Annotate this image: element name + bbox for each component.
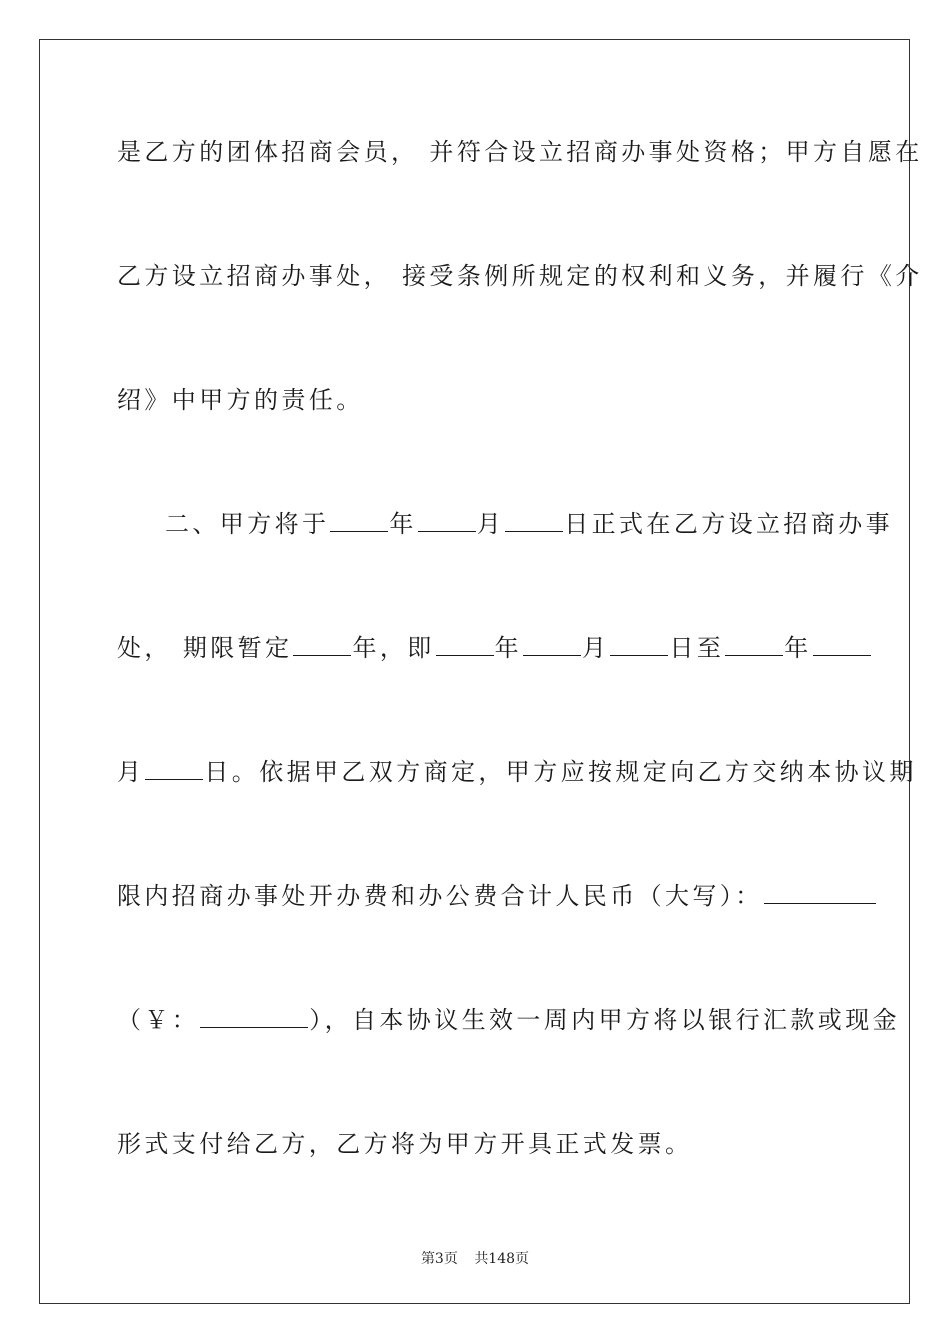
paragraph-2-line-5 [117,1005,901,1035]
paragraph-1-line-2: 乙方设立招商办事处， 接受条例所规定的权利和义务，并履行《介 [117,262,923,290]
text-segment: 年，即 [352,634,435,662]
text-segment: ），自本协议生效一周内甲方将以银行汇款或现金 [309,1006,901,1034]
blank-year [330,509,388,532]
text-segment: 月 [117,758,145,786]
text-segment: （￥： [117,1006,200,1034]
text-segment: 日至 [669,634,725,662]
text-segment: 年 [494,634,523,662]
text-segment: 年 [784,634,812,662]
blank-day [505,509,563,532]
paragraph-2-line-4 [117,881,833,911]
paragraph-2-line-1 [165,509,894,539]
text-segment: 限内招商办事处开办费和办公费合计人民币（大写）： [117,882,763,910]
blank-start-month [523,633,581,656]
paragraph-2-line-2 [117,633,833,663]
blank-term-years [293,633,351,656]
blank-start-year [436,633,494,656]
text-segment: 日。依据甲乙双方商定，甲方应按规定向乙方交纳本协议期 [204,758,917,786]
text-segment: 处， 期限暂定 [117,634,293,662]
blank-amount-words [764,881,876,904]
paragraph-1-line-3: 绍》中甲方的责任。 [117,386,364,414]
blank-month [418,509,476,532]
paragraph-1-line-1: 是乙方的团体招商会员， 并符合设立招商办事处资格；甲方自愿在 [117,138,923,166]
blank-start-day [610,633,668,656]
text-segment: 月 [582,634,610,662]
blank-amount-figures [200,1005,308,1028]
paragraph-2-line-6: 形式支付给乙方，乙方将为甲方开具正式发票。 [117,1130,693,1158]
blank-end-month [813,633,871,656]
paragraph-2-line-3 [117,757,917,787]
total-pages: 共148页 [474,1251,530,1267]
blank-end-year [725,633,783,656]
text-segment: 月 [476,510,505,538]
text-segment: 二、甲方将于 [165,510,330,538]
page-border [39,39,923,1304]
page-number: 第3页 [420,1251,458,1267]
text-segment: 日正式在乙方设立招商办事 [564,510,894,538]
page-footer [0,1248,950,1268]
text-segment: 年 [389,510,417,538]
blank-end-day [145,757,203,780]
